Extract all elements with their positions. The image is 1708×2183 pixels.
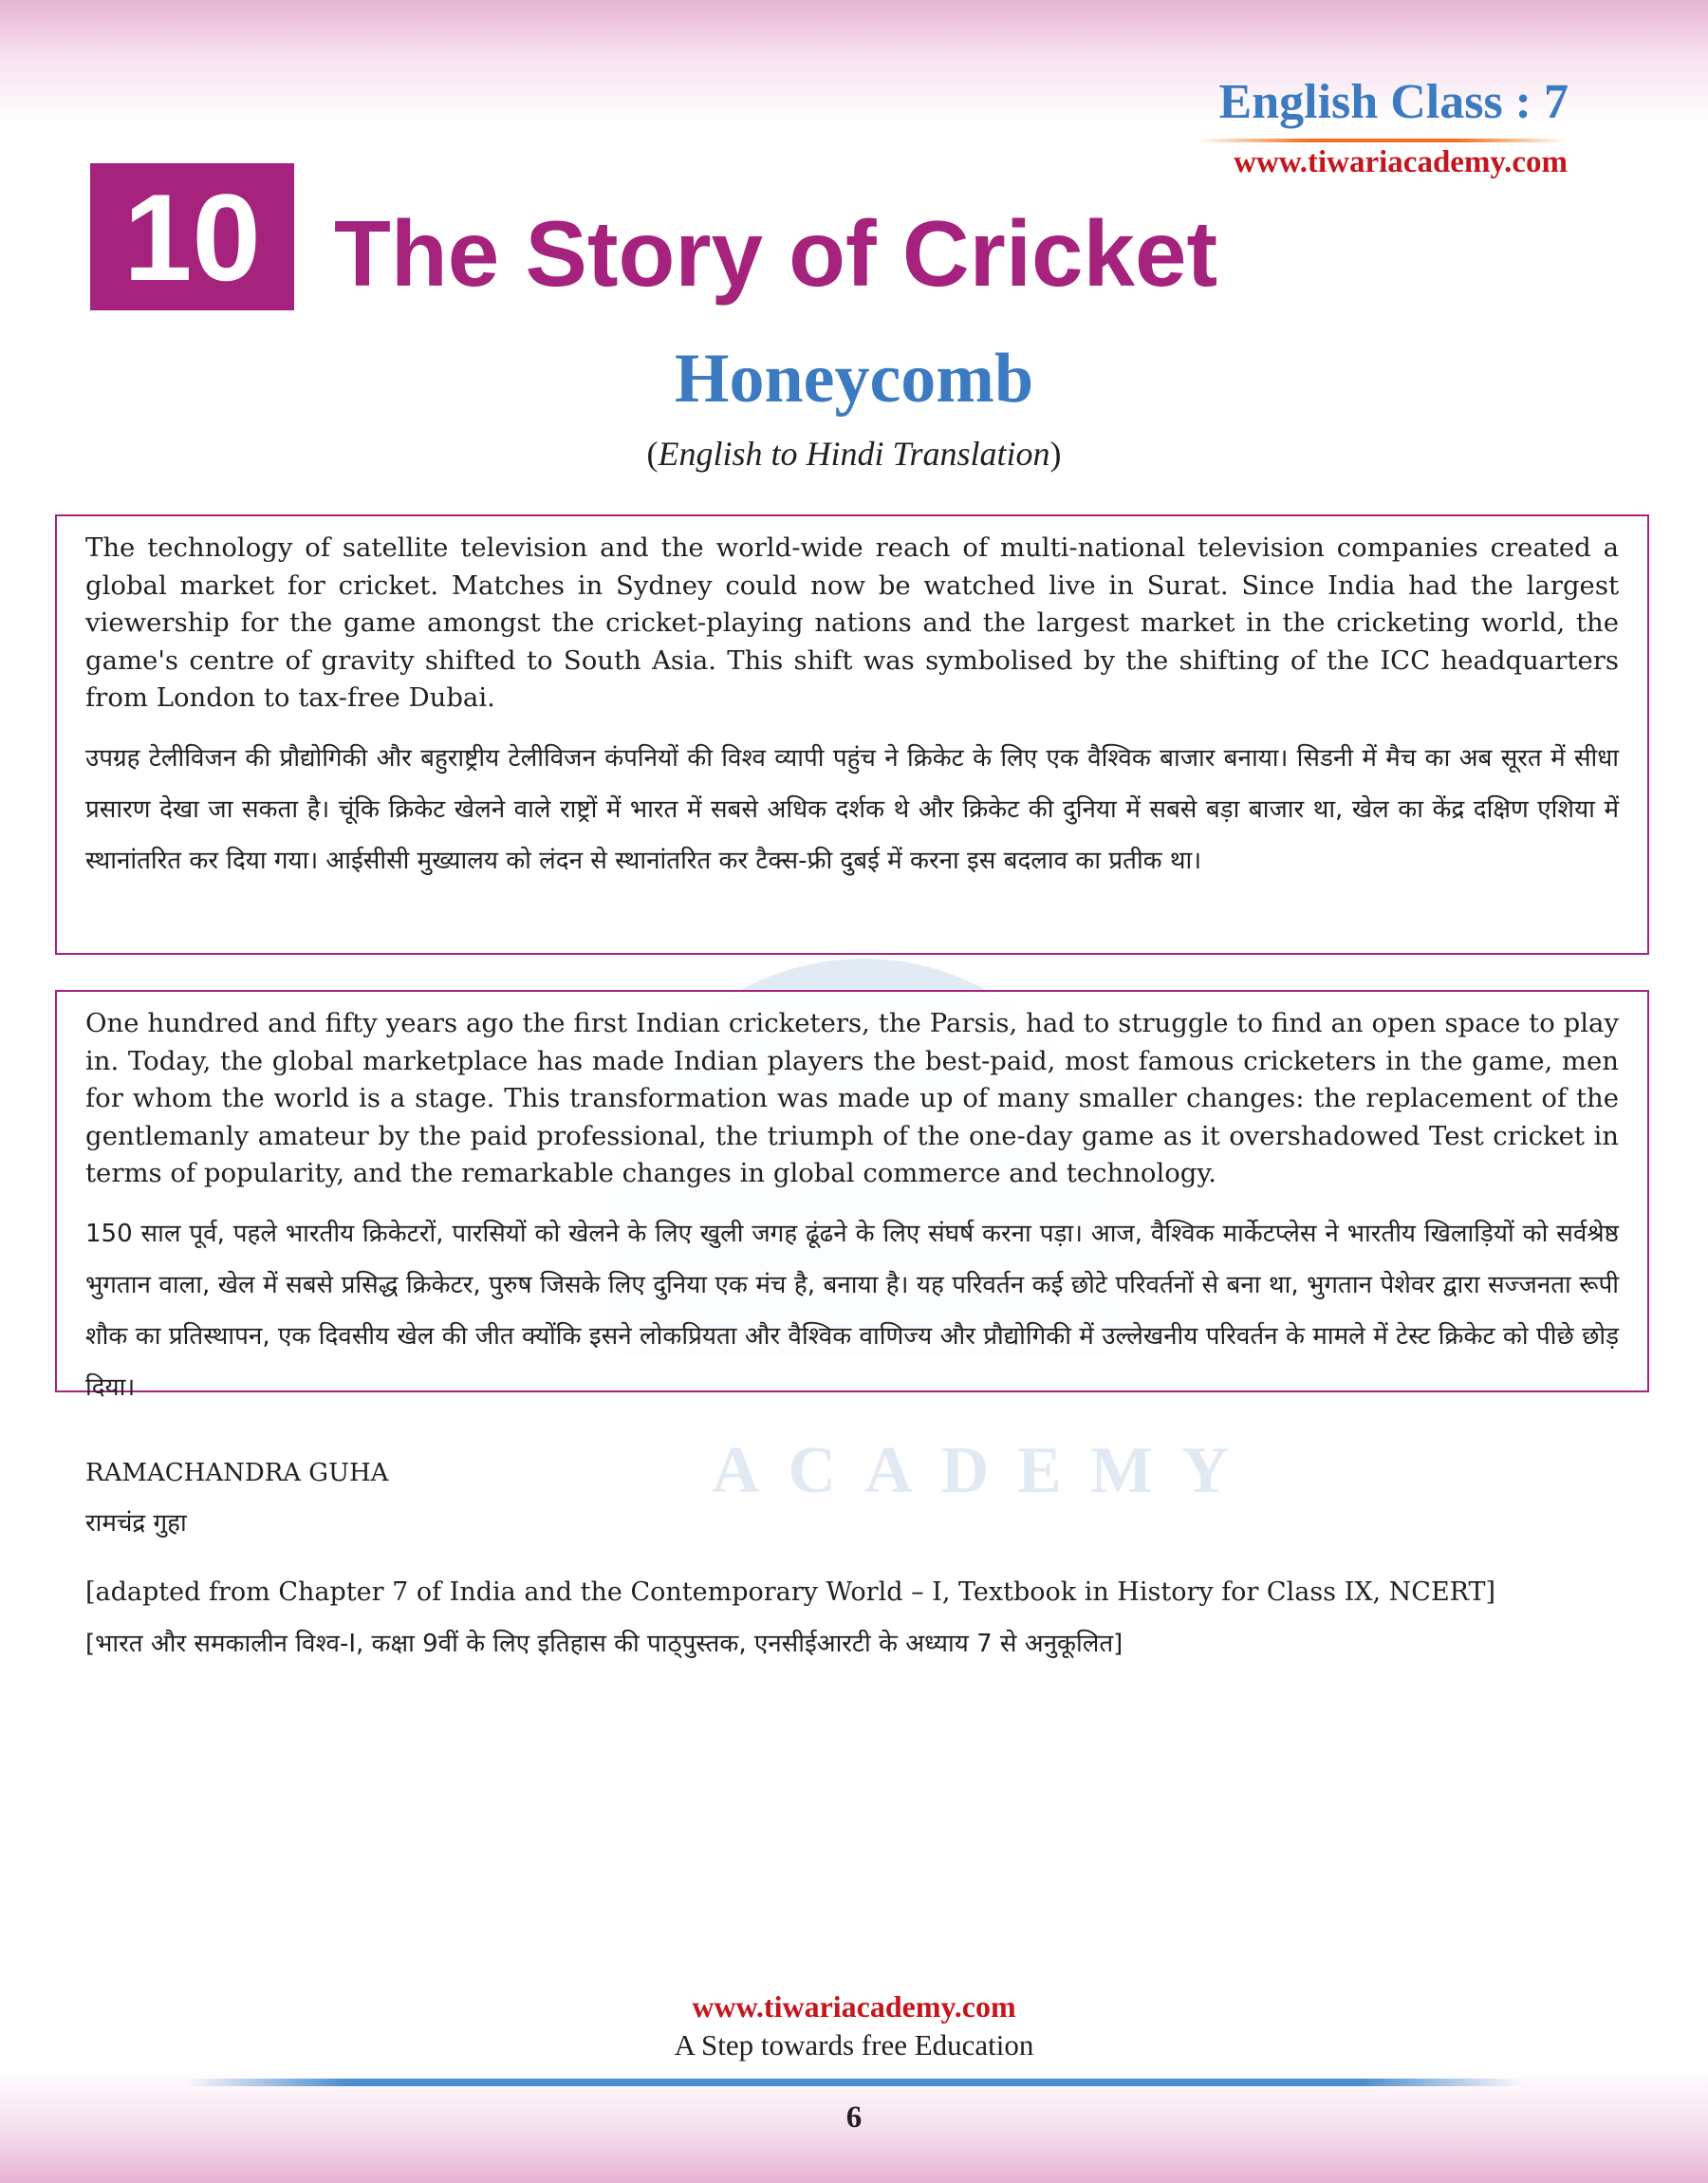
chapter-number-badge: 10 bbox=[90, 163, 294, 310]
class-label: English Class : 7 bbox=[1218, 75, 1569, 129]
footer-tagline: A Step towards free Education bbox=[674, 2028, 1034, 2062]
passage-hindi: उपग्रह टेलीविजन की प्रौद्योगिकी और बहुराष्ट्रीय टेलीविजन कंपनियों की विश्व व्यापी पहुंच ने क्रिकेट के लिए एक वैश्विक बाजार बनाया। सिडनी में मैच का अब सूरत में सीधा प्रसारण देखा जा सकता है। चूंकि क्रिकेट खेलने वाले राष्ट्रों में भारत में सबसे अधिक दर्शक थे और क्रिकेट की दुनिया में सबसे बड़ा बाजार था, खेल का केंद्र दक्षिण एशिया में स्थानांतरित कर दिया गया। आईसीसी मुख्यालय को लंदन से स्थानांतरित कर टैक्स-फ्री दुबई में करना इस बदलाव का प्रतीक था। bbox=[85, 743, 1619, 875]
passage-hindi: 150 साल पूर्व, पहले भारतीय क्रिकेटरों, पारसियों को खेलने के लिए खुली जगह ढूंढने के लिए संघर्ष करना पड़ा। आज, वैश्विक मार्केटप्लेस ने भारतीय खिलाड़ियों को सर्वश्रेष्ठ भुगतान वाला, खेल में सबसे प्रसिद्ध क्रिकेटर, पुरुष जिसके लिए दुनिया एक मंच है, बनाया है। यह परिवर्तन कई छोटे परिवर्तनों से बना था, भुगतान पेशेवर द्वारा सज्जनता रूपी शौक का प्रतिस्थापन, एक दिवसीय खेल की जीत क्योंकि इसने लोकप्रियता और वैश्विक वाणिज्य और प्रौद्योगिकी में उल्लेखनीय परिवर्तन के मामले में टेस्ट क्रिकेट को पीछे छोड़ दिया। bbox=[85, 1219, 1619, 1402]
passage-english: One hundred and fifty years ago the first Indian cricketers, the Parsis, had to struggle to find an open space to play in. Today, the global marketplace has made Indian players the best-paid, most famous cricketers in the game, men for whom the world is a stage. This transformation was made up of many smaller changes: the replacement of the gentlemanly amateur by the paid professional, the triumph of the one-day game as it overshadowed Test cricket in terms of popularity, and the remarkable changes in global commerce and technology. bbox=[85, 1008, 1619, 1188]
page-number: 6 bbox=[845, 2100, 863, 2135]
watermark-text: ACADEMY bbox=[712, 1434, 1258, 1507]
translation-subtitle bbox=[0, 437, 1708, 471]
subtitle-text: English to Hindi Translation bbox=[658, 435, 1050, 473]
subtitle-open-paren: ( bbox=[646, 435, 659, 473]
subtitle-close-paren: ) bbox=[1049, 435, 1062, 473]
passage-box-1 bbox=[55, 514, 1649, 955]
passage-box-2 bbox=[55, 990, 1649, 1402]
header-divider bbox=[1197, 139, 1568, 142]
passage-english: The technology of satellite television and the world-wide reach of multi-national television companies created a global market for cricket. Matches in Sydney could now be watched live in Surat. Since India had the largest viewership for the game amongst the cricket-playing nations and the largest market in the cricketing world, the game's centre of gravity shifted to South Asia. This shift was symbolised by the shifting of the ICC headquarters from London to tax-free Dubai. bbox=[85, 532, 1619, 713]
footer-site-link[interactable]: www.tiwariacademy.com bbox=[692, 1989, 1016, 2024]
author-name-english: RAMACHANDRA GUHA bbox=[85, 1459, 389, 1487]
chapter-title: The Story of Cricket bbox=[334, 201, 1218, 306]
source-note-hindi: [भारत और समकालीन विश्व-I, कक्षा 9वीं के लिए इतिहास की पाठ्पुस्तक, एनसीईआरटी के अध्याय 7 से अनुकूलित] bbox=[85, 1630, 1123, 1658]
header-site-link[interactable]: www.tiwariacademy.com bbox=[1234, 145, 1568, 179]
book-name: Honeycomb bbox=[674, 340, 1034, 418]
footer-divider bbox=[185, 2079, 1523, 2086]
author-name-hindi: रामचंद्र गुहा bbox=[85, 1509, 187, 1538]
source-note-english: [adapted from Chapter 7 of India and the Contemporary World – I, Textbook in History for Class IX, NCERT] bbox=[85, 1577, 1496, 1607]
